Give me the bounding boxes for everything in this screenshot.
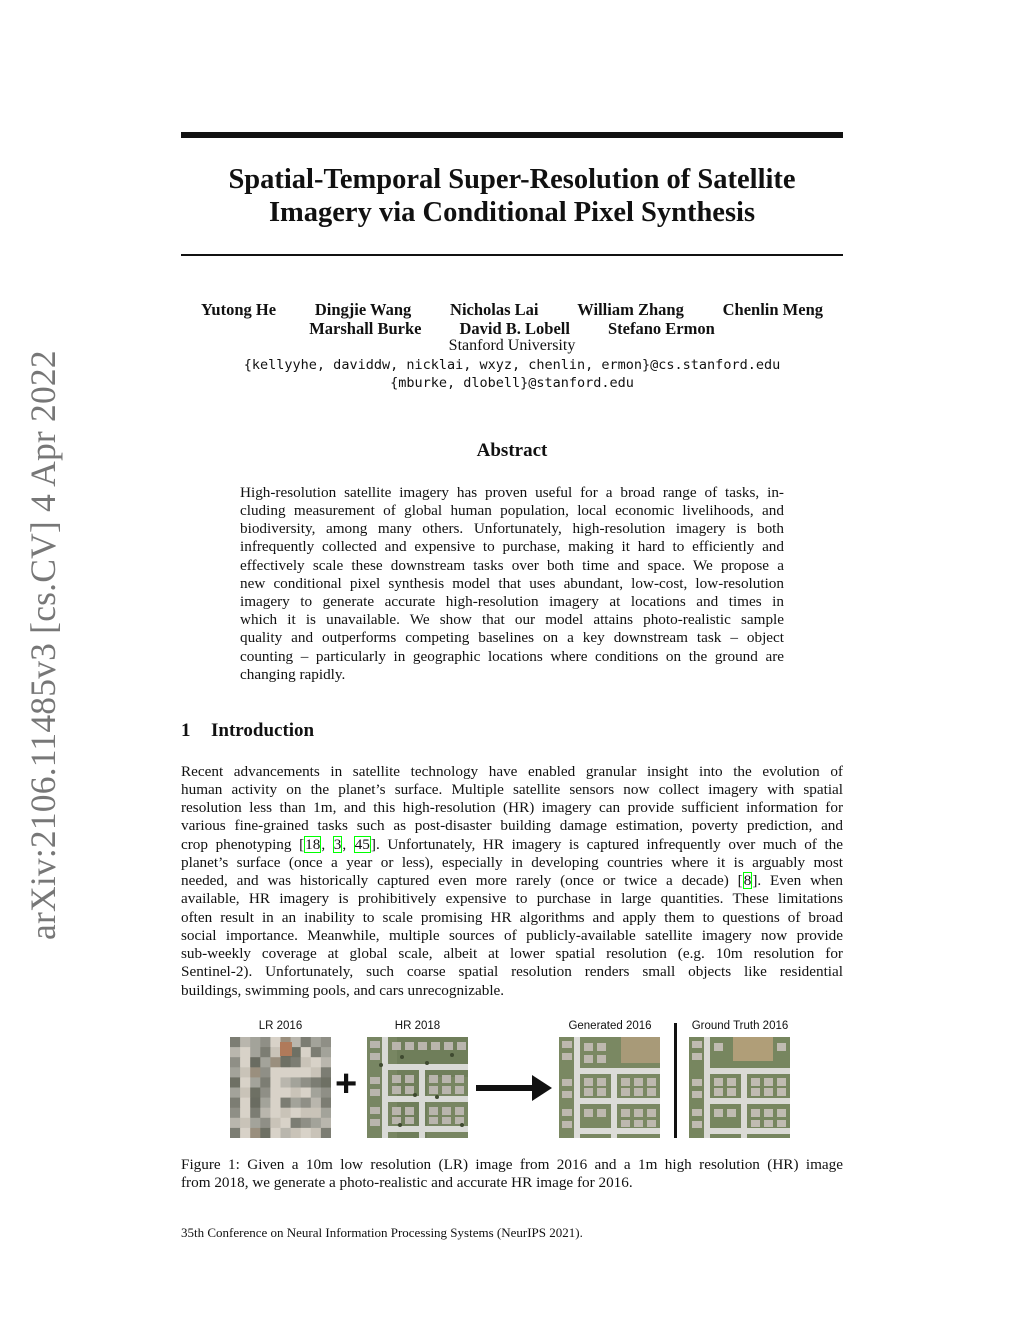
author: Dingjie Wang (314, 300, 412, 319)
abstract-line: counting – particularly in geographic locations where conditions on the ground are (240, 648, 784, 665)
figure-label-hr: HR 2018 (394, 1020, 441, 1032)
lr-pixel (240, 1067, 251, 1078)
arrow-right-icon (476, 1075, 552, 1106)
title-line-1: Spatial-Temporal Super-Resolution of Satellite (228, 164, 796, 195)
authors-row-1 (181, 300, 843, 320)
lr-pixel (240, 1077, 251, 1088)
lr-pixel (270, 1088, 281, 1099)
lr-pixel (281, 1118, 292, 1129)
abstract-line: infrequently collected and expensive to purchase, making it hard to efficiently and (240, 538, 784, 555)
lr-pixel (230, 1108, 241, 1119)
lr-pixel (311, 1047, 322, 1058)
abstract-line: imagery to generate accurate high-resolution imagery at locations and times in (240, 593, 784, 610)
lr-pixel (250, 1128, 261, 1138)
lr-pixel (240, 1057, 251, 1068)
lr-pixel (270, 1047, 281, 1058)
lr-pixel (250, 1077, 261, 1088)
lr-pixel (281, 1057, 292, 1068)
lr-pixel (291, 1088, 302, 1099)
lr-pixel (250, 1098, 261, 1109)
lr-pixel (240, 1047, 251, 1058)
intro-line: Recent advancements in satellite technology have enabled granular insight into the evolution of (181, 763, 843, 780)
lr-pixel (230, 1047, 241, 1058)
intro-line: resolution less than 1m, and this high-resolution (HR) imagery can provide sufficient information for (181, 799, 843, 816)
lr-pixel (240, 1108, 251, 1119)
abstract-line: new conditional pixel synthesis model that uses abundant, low-cost, low-resolution (240, 575, 784, 592)
author: Stefano Ermon (607, 319, 715, 338)
lr-pixel (291, 1057, 302, 1068)
abstract-line: cluding measurement of global human population, local economic livelihoods, and (240, 502, 784, 519)
intro-line: planet’s surface (once a year or less), especially in developing countries where it is arguably most (181, 854, 843, 871)
lr-pixel (321, 1128, 331, 1138)
citation-link[interactable]: 3 (333, 836, 342, 853)
lr-pixel (301, 1057, 312, 1068)
lr-pixel (260, 1088, 271, 1099)
lr-pixel (260, 1037, 271, 1048)
author: Chenlin Meng (722, 300, 823, 319)
lr-pixel (301, 1077, 312, 1088)
conference-footnote: 35th Conference on Neural Information Processing Systems (NeurIPS 2021). (181, 1225, 583, 1240)
intro-line: Sentinel-2). Unfortunately, such coarse spatial resolution renders small objects like residential (181, 963, 843, 980)
lr-pixel (230, 1037, 241, 1048)
lr-pixel (281, 1128, 292, 1138)
lr-pixel (291, 1098, 302, 1109)
author: Nicholas Lai (450, 300, 539, 319)
section-heading-introduction (181, 720, 314, 742)
lr-pixel (270, 1037, 281, 1048)
section-title: Introduction (211, 720, 315, 741)
lr-pixel (250, 1037, 261, 1048)
abstract-line: High-resolution satellite imagery has proven useful for a broad range of tasks, in- (240, 484, 784, 501)
lr-pixel (230, 1077, 241, 1088)
lr-pixel (260, 1077, 271, 1088)
lr-pixel (291, 1067, 302, 1078)
lr-pixel (301, 1047, 312, 1058)
lr-pixel (321, 1098, 331, 1109)
figure-label-lr: LR 2016 (258, 1020, 303, 1032)
lr-pixel (301, 1118, 312, 1129)
lr-pixel (260, 1118, 271, 1129)
citation-link[interactable]: 8 (743, 872, 752, 889)
lr-pixel (270, 1057, 281, 1068)
lr-pixel (311, 1098, 322, 1109)
intro-line: often result in an inability to scale promising HR algorithms and apply them to questions of broad (181, 909, 843, 926)
lr-pixel (270, 1118, 281, 1129)
lr-pixel (270, 1108, 281, 1119)
figure-caption-line-2: from 2018, we generate a photo-realistic and accurate HR image for 2016. (181, 1174, 633, 1191)
lr-pixel (280, 1042, 292, 1056)
abstract-line: effectively scale these downstream tasks over both time and space. We propose a (240, 557, 784, 574)
lr-pixel (291, 1118, 302, 1129)
lr-pixel (311, 1128, 322, 1138)
hr-satellite-image (367, 1037, 468, 1138)
intro-line: sub-weekly coverage at global scale, albeit at lower spatial resolution (e.g. 10m resolution for (181, 945, 843, 962)
lr-pixel (321, 1047, 331, 1058)
hr-suburb-render (367, 1037, 468, 1138)
figure-label-ground-truth: Ground Truth 2016 (691, 1020, 789, 1032)
section-number: 1 (181, 720, 191, 741)
intro-line: buildings, swimming pools, and cars unrecognizable. (181, 982, 505, 999)
intro-line: various fine-grained tasks such as post-disaster building damage estimation, poverty prediction, and (181, 817, 843, 834)
lr-pixel (311, 1037, 322, 1048)
lr-pixel (301, 1067, 312, 1078)
lr-pixel (230, 1128, 241, 1138)
lr-pixel (321, 1057, 331, 1068)
lr-pixel (311, 1057, 322, 1068)
author: Yutong He (201, 300, 277, 319)
ground-truth-satellite-image (689, 1037, 790, 1138)
citation-link[interactable]: 18 (305, 836, 321, 853)
lr-pixel (260, 1047, 271, 1058)
lr-pixel (311, 1077, 322, 1088)
email-line-2: {mburke, dlobell}@stanford.edu (390, 375, 634, 391)
lr-pixel (311, 1088, 322, 1099)
lr-pixel (291, 1037, 302, 1048)
lr-pixel (230, 1057, 241, 1068)
figure-divider (674, 1023, 677, 1138)
figure-caption-line-1: Figure 1: Given a 10m low resolution (LR) image from 2016 and a 1m high resolution (HR) image (181, 1156, 843, 1173)
lr-pixel (250, 1047, 261, 1058)
lr-pixel (230, 1118, 241, 1129)
title-bottom-rule (181, 254, 843, 256)
paper-title (181, 163, 843, 229)
lr-pixel (230, 1098, 241, 1109)
lr-pixel (250, 1057, 261, 1068)
intro-line: available, HR imagery is prohibitively expensive to purchase in large quantities. These limitations (181, 890, 843, 907)
lr-pixel (301, 1098, 312, 1109)
lr-pixel (270, 1077, 281, 1088)
lr-pixel (260, 1128, 271, 1138)
lr-pixel (260, 1057, 271, 1068)
figure-label-generated: Generated 2016 (568, 1020, 652, 1032)
lr-pixel (321, 1067, 331, 1078)
title-top-rule (181, 132, 843, 138)
author: David B. Lobell (459, 319, 570, 338)
lr-pixel (311, 1108, 322, 1119)
abstract-line: quality and outperforms competing baselines on a key downstream task – object (240, 629, 784, 646)
lr-pixel (281, 1108, 292, 1119)
lr-pixel (240, 1118, 251, 1129)
lr-pixel (260, 1067, 271, 1078)
generated-suburb-render (559, 1037, 660, 1138)
lr-pixel (270, 1067, 281, 1078)
lr-pixel (301, 1037, 312, 1048)
intro-line-with-citations: crop phenotyping [18, 3, 45]. Unfortunately, HR imagery is captured infrequently over much of the (181, 836, 843, 853)
lr-pixel (270, 1098, 281, 1109)
lr-pixel (281, 1098, 292, 1109)
lr-pixel (291, 1108, 302, 1119)
lr-pixel (321, 1077, 331, 1088)
abstract-heading: Abstract (476, 440, 548, 461)
lr-pixel (240, 1088, 251, 1099)
abstract-line: biodiversity, among many others. Unfortunately, high-resolution imagery is both (240, 520, 784, 537)
lr-pixel (260, 1098, 271, 1109)
generated-satellite-image (559, 1037, 660, 1138)
plus-symbol: + (335, 1063, 358, 1105)
affiliation: Stanford University (448, 337, 576, 354)
lr-pixel (240, 1098, 251, 1109)
citation-link[interactable]: 45 (354, 836, 370, 853)
lr-pixel (291, 1077, 302, 1088)
lr-pixel (291, 1128, 302, 1138)
lr-pixel (321, 1118, 331, 1129)
lr-pixel (311, 1118, 322, 1129)
lr-pixel (321, 1108, 331, 1119)
lr-pixel (270, 1128, 281, 1138)
lr-pixel (301, 1088, 312, 1099)
lr-pixel (291, 1047, 302, 1058)
lr-pixel (301, 1108, 312, 1119)
abstract-line: changing rapidly. (240, 666, 346, 683)
lr-pixel (240, 1128, 251, 1138)
lr-pixel (321, 1037, 331, 1048)
lr-pixel (250, 1118, 261, 1129)
abstract-line: which it is unavailable. We show that our model attains photo-realistic sample (240, 611, 784, 628)
intro-line-with-citations: needed, and was historically captured even more rarely (once or twice a decade) [8]. Even when (181, 872, 843, 889)
lr-pixel (301, 1128, 312, 1138)
lr-pixel (250, 1108, 261, 1119)
lr-pixel (230, 1088, 241, 1099)
lr-pixel (281, 1067, 292, 1078)
ground-truth-suburb-render (689, 1037, 790, 1138)
title-line-2: Imagery via Conditional Pixel Synthesis (268, 197, 756, 228)
lr-pixel (281, 1088, 292, 1099)
lr-pixel-grid (230, 1037, 331, 1138)
arxiv-stamp: arXiv:2106.11485v3 [cs.CV] 4 Apr 2022 (23, 350, 63, 940)
lr-pixel (311, 1067, 322, 1078)
email-line-1: {kellyyhe, daviddw, nicklai, wxyz, chenlin, ermon}@cs.stanford.edu (243, 357, 781, 373)
lr-pixel (281, 1077, 292, 1088)
intro-line: human activity on the planet’s surface. Multiple satellite sensors now collect imagery with spatial (181, 781, 843, 798)
lr-pixel (321, 1088, 331, 1099)
intro-line: social importance. Meanwhile, multiple sources of publicly-available satellite imagery now provide (181, 927, 843, 944)
lr-pixel (250, 1067, 261, 1078)
authors-row-2 (181, 319, 843, 339)
author: Marshall Burke (309, 319, 422, 338)
lr-satellite-image (230, 1037, 331, 1138)
author: William Zhang (577, 300, 684, 319)
lr-pixel (240, 1037, 251, 1048)
lr-pixel (250, 1088, 261, 1099)
lr-pixel (260, 1108, 271, 1119)
lr-pixel (230, 1067, 241, 1078)
